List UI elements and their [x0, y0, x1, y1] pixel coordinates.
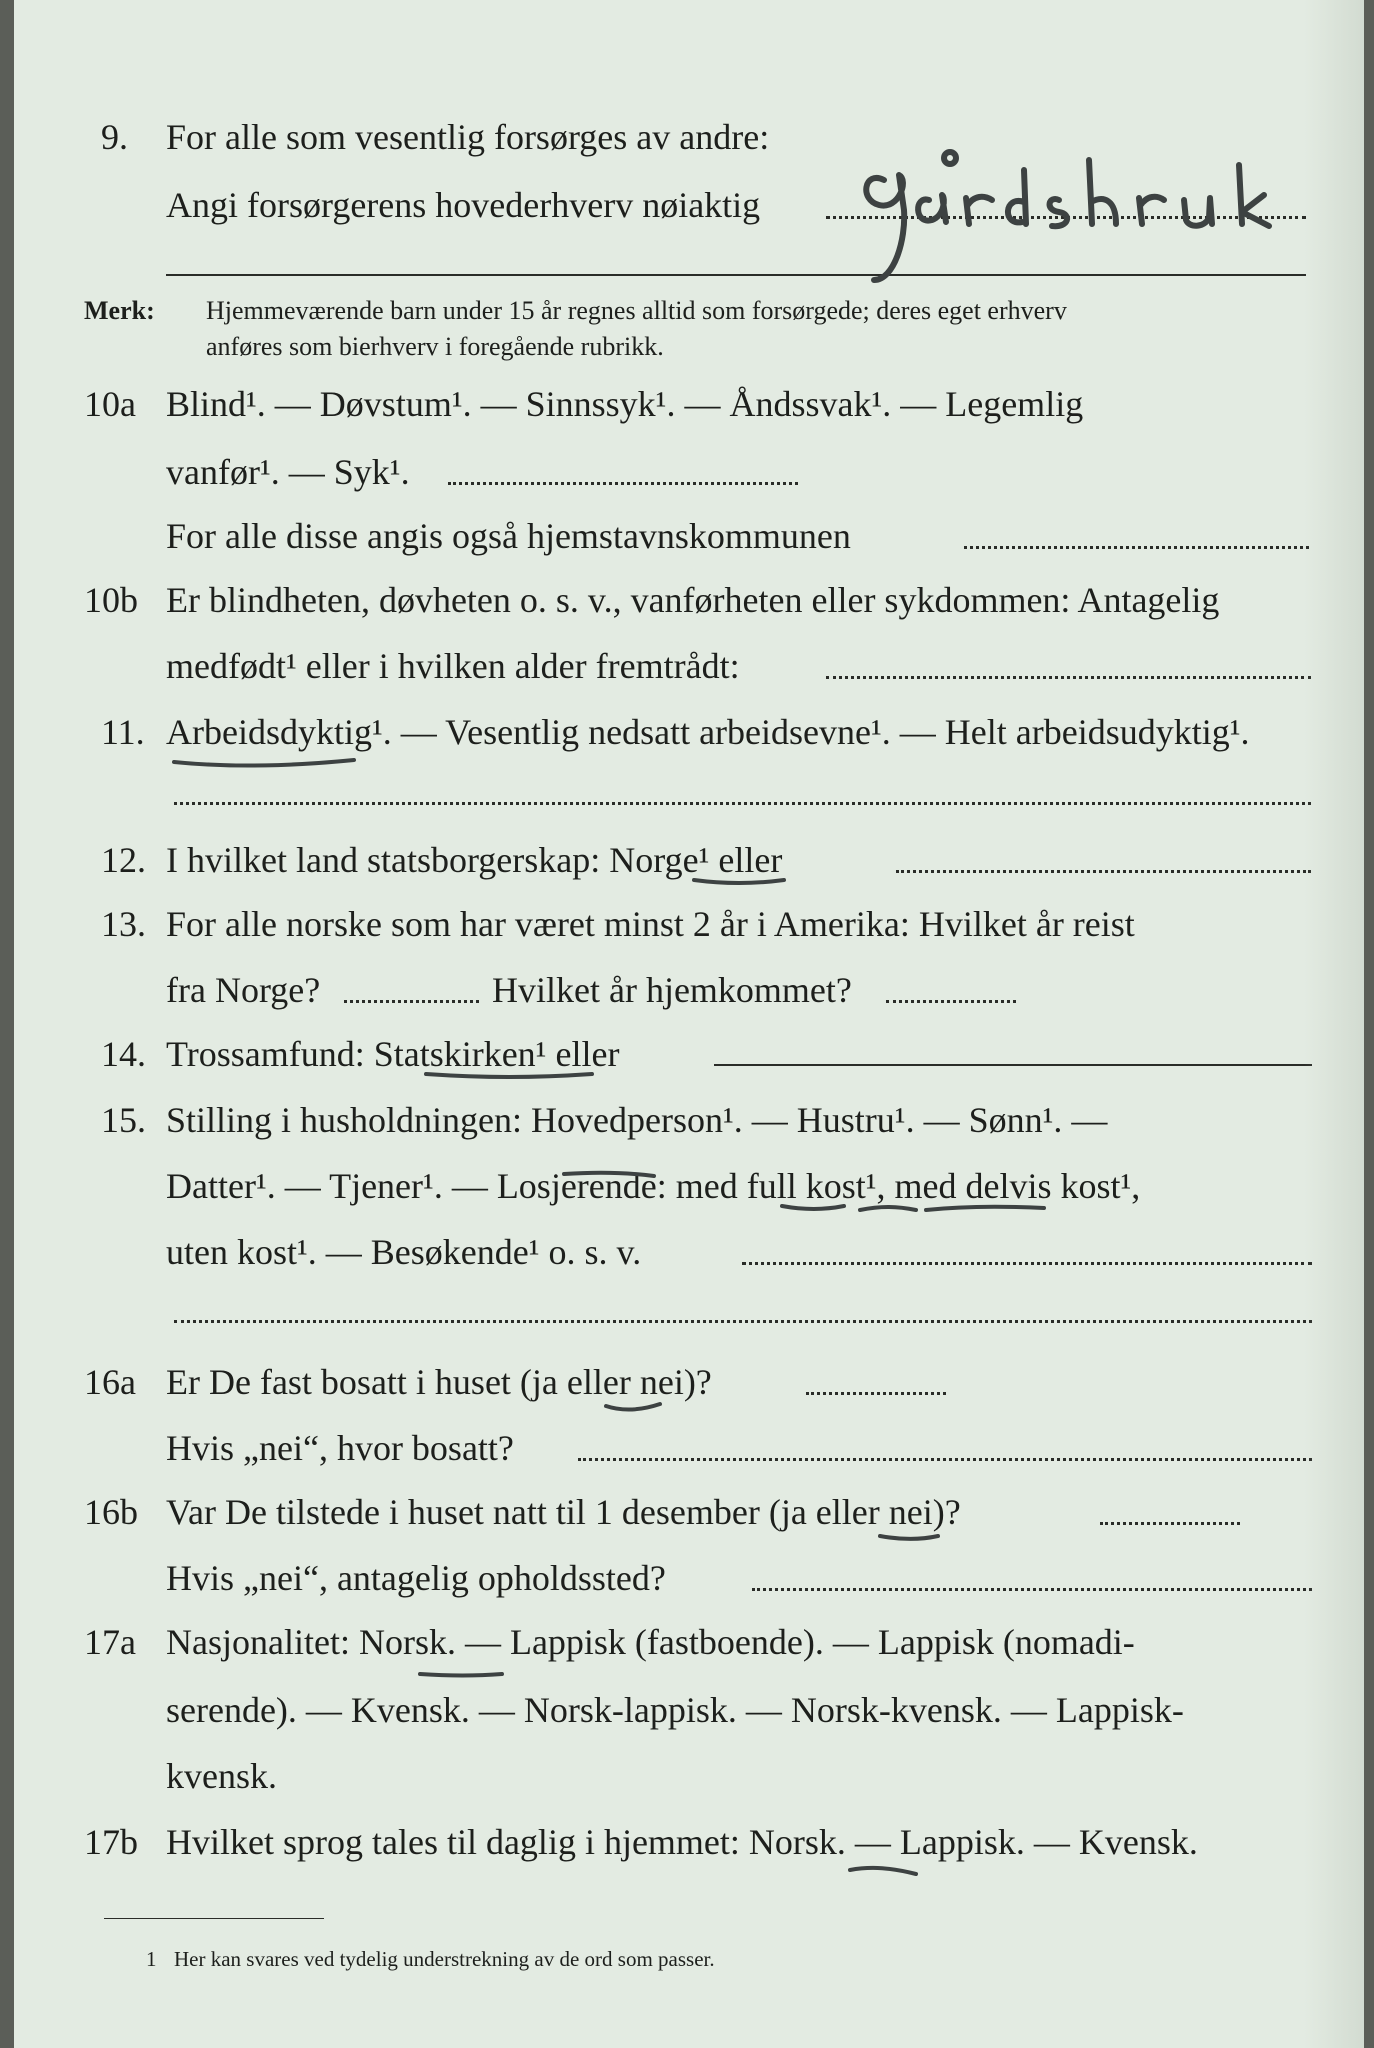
q9-line2: Angi forsørgerens hovederhverv nøiaktig	[166, 185, 761, 225]
q10b-number: 10b	[84, 580, 138, 620]
q12-number: 12.	[101, 840, 146, 880]
q16b-number: 16b	[84, 1492, 138, 1532]
underline-statskirken	[426, 1074, 592, 1077]
q15-line1: Stilling i husholdningen: Hovedperson¹. — Hustru¹. — Sønn¹. —	[166, 1100, 1108, 1140]
q17b-number: 17b	[84, 1822, 138, 1862]
merk-line2: anføres som bierhverv i foregående rubrikk.	[206, 332, 664, 361]
q14-line1: Trossamfund: Statskirken¹ eller	[166, 1034, 620, 1074]
q13-line2b: Hvilket år hjemkommet?	[492, 970, 852, 1010]
q11-number: 11.	[101, 712, 145, 752]
footnote-text: Her kan svares ved tydelig understrekning av de ord som passer.	[174, 1947, 715, 1971]
q10a-line3: For alle disse angis også hjemstavnskommunen	[166, 516, 851, 556]
q17a-line2: serende). — Kvensk. — Norsk-lappisk. — Norsk-kvensk. — Lappisk-	[166, 1690, 1184, 1730]
q17a-line1: Nasjonalitet: Norsk. — Lappisk (fastboende). — Lappisk (nomadi-	[166, 1622, 1135, 1662]
q16a-line1: Er De fast bosatt i huset (ja eller nei)?	[166, 1362, 712, 1402]
q10a-kommune-line	[964, 546, 1309, 549]
q9-number: 9.	[101, 117, 128, 157]
q13-hjemkommet-line	[886, 1000, 1016, 1003]
q9-line1: For alle som vesentlig forsørges av andre:	[166, 117, 770, 157]
q16b-opholdssted-line	[752, 1588, 1312, 1591]
q11-line1: Arbeidsdyktig¹. — Vesentlig nedsatt arbeidsevne¹. — Helt arbeidsudyktig¹.	[166, 712, 1250, 752]
q15-line2: Datter¹. — Tjener¹. — Losjerende: med full kost¹, med delvis kost¹,	[166, 1166, 1141, 1206]
census-form-page	[14, 0, 1364, 2048]
q14-number: 14.	[101, 1034, 146, 1074]
footnote-mark: 1	[146, 1947, 157, 1971]
q9-handwritten-answer	[854, 140, 1374, 290]
q12-answer-line	[896, 870, 1311, 873]
q10a-syk-line	[448, 482, 798, 485]
q16b-line1: Var De tilstede i huset natt til 1 desember (ja eller nei)?	[166, 1492, 961, 1532]
underline-med	[782, 1206, 844, 1209]
underline-norsk-17b	[850, 1868, 916, 1874]
q13-line2a: fra Norge?	[166, 970, 321, 1010]
q13-number: 13.	[101, 904, 146, 944]
q16b-answer-line	[1100, 1522, 1240, 1525]
merk-line1: Hjemmeværende barn under 15 år regnes alltid som forsørgede; deres eget erhverv	[206, 296, 1067, 325]
q11-answer-line	[174, 802, 1311, 805]
q10a-line2: vanfør¹. — Syk¹.	[166, 452, 410, 492]
q13-reist-line	[344, 1000, 479, 1003]
footnote-rule	[104, 1918, 324, 1919]
q13-line1: For alle norske som har været minst 2 år i Amerika: Hvilket år reist	[166, 904, 1135, 944]
underline-norge	[694, 880, 784, 883]
q12-line1: I hvilket land statsborgerskap: Norge¹ eller	[166, 840, 783, 880]
q16b-line2: Hvis „nei“, antagelig opholdssted?	[166, 1558, 666, 1598]
underline-kost	[926, 1207, 1044, 1210]
q16a-bosatt-line	[578, 1458, 1312, 1461]
q17a-line3: kvensk.	[166, 1756, 277, 1796]
q17a-number: 17a	[84, 1622, 136, 1662]
q10b-line2: medfødt¹ eller i hvilken alder fremtrådt:	[166, 646, 740, 686]
q10a-number: 10a	[84, 384, 136, 424]
q10a-line1: Blind¹. — Døvstum¹. — Sinnssyk¹. — Åndssvak¹. — Legemlig	[166, 384, 1084, 424]
q15-answer-line-2	[174, 1320, 1312, 1323]
q17b-line1: Hvilket sprog tales til daglig i hjemmet: Norsk. — Lappisk. — Kvensk.	[166, 1822, 1198, 1862]
underline-full	[860, 1207, 916, 1210]
q15-answer-line	[742, 1262, 1312, 1265]
underline-ja-16a	[606, 1404, 660, 1410]
q15-line3: uten kost¹. — Besøkende¹ o. s. v.	[166, 1232, 642, 1272]
underline-arbeidsdyktig	[174, 760, 354, 766]
q16a-number: 16a	[84, 1362, 136, 1402]
underline-ja-16b	[880, 1536, 938, 1539]
q10b-line1: Er blindheten, døvheten o. s. v., vanførheten eller sykdommen: Antagelig	[166, 580, 1220, 620]
q16a-line2: Hvis „nei“, hvor bosatt?	[166, 1428, 514, 1468]
q10b-answer-line	[826, 676, 1311, 679]
merk-label: Merk:	[84, 296, 155, 325]
underline-norsk-17a	[420, 1674, 502, 1676]
q15-number: 15.	[101, 1100, 146, 1140]
q14-answer-line	[714, 1064, 1312, 1066]
q16a-answer-line	[806, 1392, 946, 1395]
